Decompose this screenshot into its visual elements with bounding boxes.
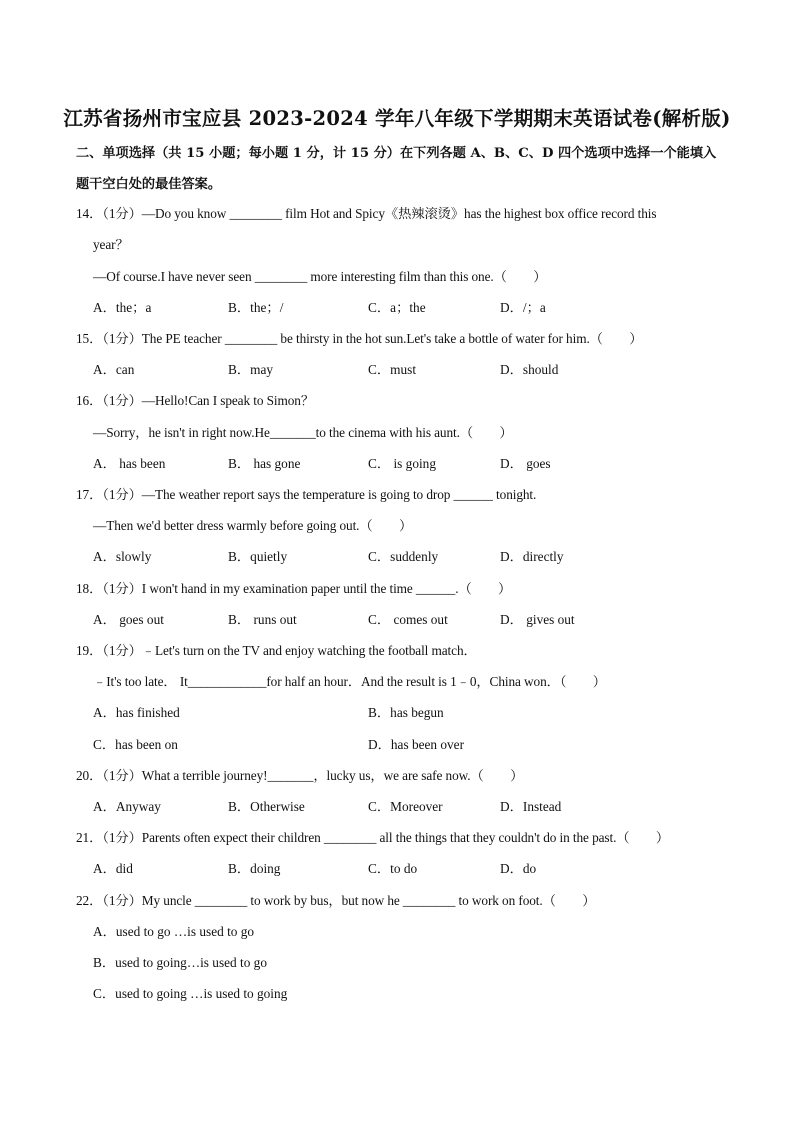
- question-14-option-c: C．a；the: [368, 300, 426, 315]
- question-15-option-c: C．must: [368, 362, 417, 377]
- section-header: 二、单项选择（共 15 小题；每小题 1 分，计 15 分）在下列各题 A、B、C、D 四个选项中选择一个能填入题干空白处的最佳答案。: [76, 146, 717, 192]
- question-16-option-d: D． goes: [500, 456, 551, 471]
- question-17-option-c: C．suddenly: [368, 549, 439, 564]
- question-19-stem: 19．（1分）﹣Let's turn on the TV and enjoy watching the football match．: [76, 643, 477, 658]
- question-14-stem: 14．（1分）—Do you know ________ film Hot and Spicy《热辣滚烫》has the highest box office record this: [76, 206, 657, 221]
- question-15-option-d: D．should: [500, 362, 559, 377]
- question-18-option-b: B． runs out: [228, 612, 297, 627]
- question-21-option-a: A．did: [93, 861, 133, 876]
- question-21-option-d: D．do: [500, 861, 537, 876]
- question-17-stem: 17．（1分）—The weather report says the temperature is going to drop ______ tonight.: [76, 487, 537, 502]
- question-15-option-a: A．can: [93, 362, 135, 377]
- question-16-stem: 16．（1分）—Hello!Can I speak to Simon？: [76, 393, 315, 408]
- question-21-option-b: B．doing: [228, 861, 281, 876]
- question-21-option-c: C．to do: [368, 861, 418, 876]
- question-20-option-b: B．Otherwise: [228, 799, 305, 814]
- question-17-option-a: A．slowly: [93, 549, 152, 564]
- question-14-option-a: A．the；a: [93, 300, 152, 315]
- question-19-option-c: C．has been on: [93, 737, 178, 752]
- question-19-option-d: D．has been over: [368, 737, 464, 752]
- question-19-option-a: A．has finished: [93, 705, 180, 720]
- question-16-option-b: B． has gone: [228, 456, 301, 471]
- page-title: 江苏省扬州市宝应县 2023-2024 学年八年级下学期期末英语试卷(解析版): [63, 107, 731, 130]
- question-21-stem: 21．（1分）Parents often expect their children ________ all the things that they couldn't do in the past.（ ）: [76, 830, 670, 845]
- question-16-option-a: A． has been: [93, 456, 166, 471]
- question-15-option-b: B．may: [228, 362, 274, 377]
- question-17-reply: —Then we'd better dress warmly before going out.（ ）: [93, 518, 413, 533]
- question-18-option-d: D． gives out: [500, 612, 575, 627]
- question-17-option-b: B．quietly: [228, 549, 288, 564]
- question-14-option-d: D．/；a: [500, 300, 546, 315]
- question-22-option-c: C．used to going …is used to going: [93, 986, 288, 1001]
- question-18-option-c: C． comes out: [368, 612, 448, 627]
- question-20-option-c: C．Moreover: [368, 799, 443, 814]
- question-20-stem: 20．（1分）What a terrible journey!_______，lucky us，we are safe now.（ ）: [76, 768, 524, 783]
- question-18-option-a: A． goes out: [93, 612, 164, 627]
- question-14-reply: —Of course.I have never seen ________ more interesting film than this one.（ ）: [93, 269, 547, 284]
- question-19-option-b: B．has begun: [368, 705, 444, 720]
- question-16-reply: —Sorry，he isn't in right now.He_______to the cinema with his aunt.（ ）: [93, 425, 513, 440]
- question-14-option-b: B．the；/: [228, 300, 284, 315]
- question-20-option-d: D．Instead: [500, 799, 562, 814]
- question-22-option-a: A．used to go …is used to go: [93, 924, 255, 939]
- question-22-option-b: B．used to going…is used to go: [93, 955, 267, 970]
- question-22-stem: 22．（1分）My uncle ________ to work by bus，but now he ________ to work on foot.（ ）: [76, 893, 596, 908]
- question-19-reply: ﹣It's too late． It____________for half an hour．And the result is 1﹣0，China won．（ ）: [93, 674, 606, 689]
- question-17-option-d: D．directly: [500, 549, 564, 564]
- question-20-option-a: A．Anyway: [93, 799, 161, 814]
- question-15-stem: 15．（1分）The PE teacher ________ be thirsty in the hot sun.Let's take a bottle of water for him.（ ）: [76, 331, 643, 346]
- question-14-stem-cont: year？: [93, 237, 129, 252]
- question-18-stem: 18．（1分）I won't hand in my examination paper until the time ______.（ ）: [76, 581, 512, 596]
- question-16-option-c: C． is going: [368, 456, 436, 471]
